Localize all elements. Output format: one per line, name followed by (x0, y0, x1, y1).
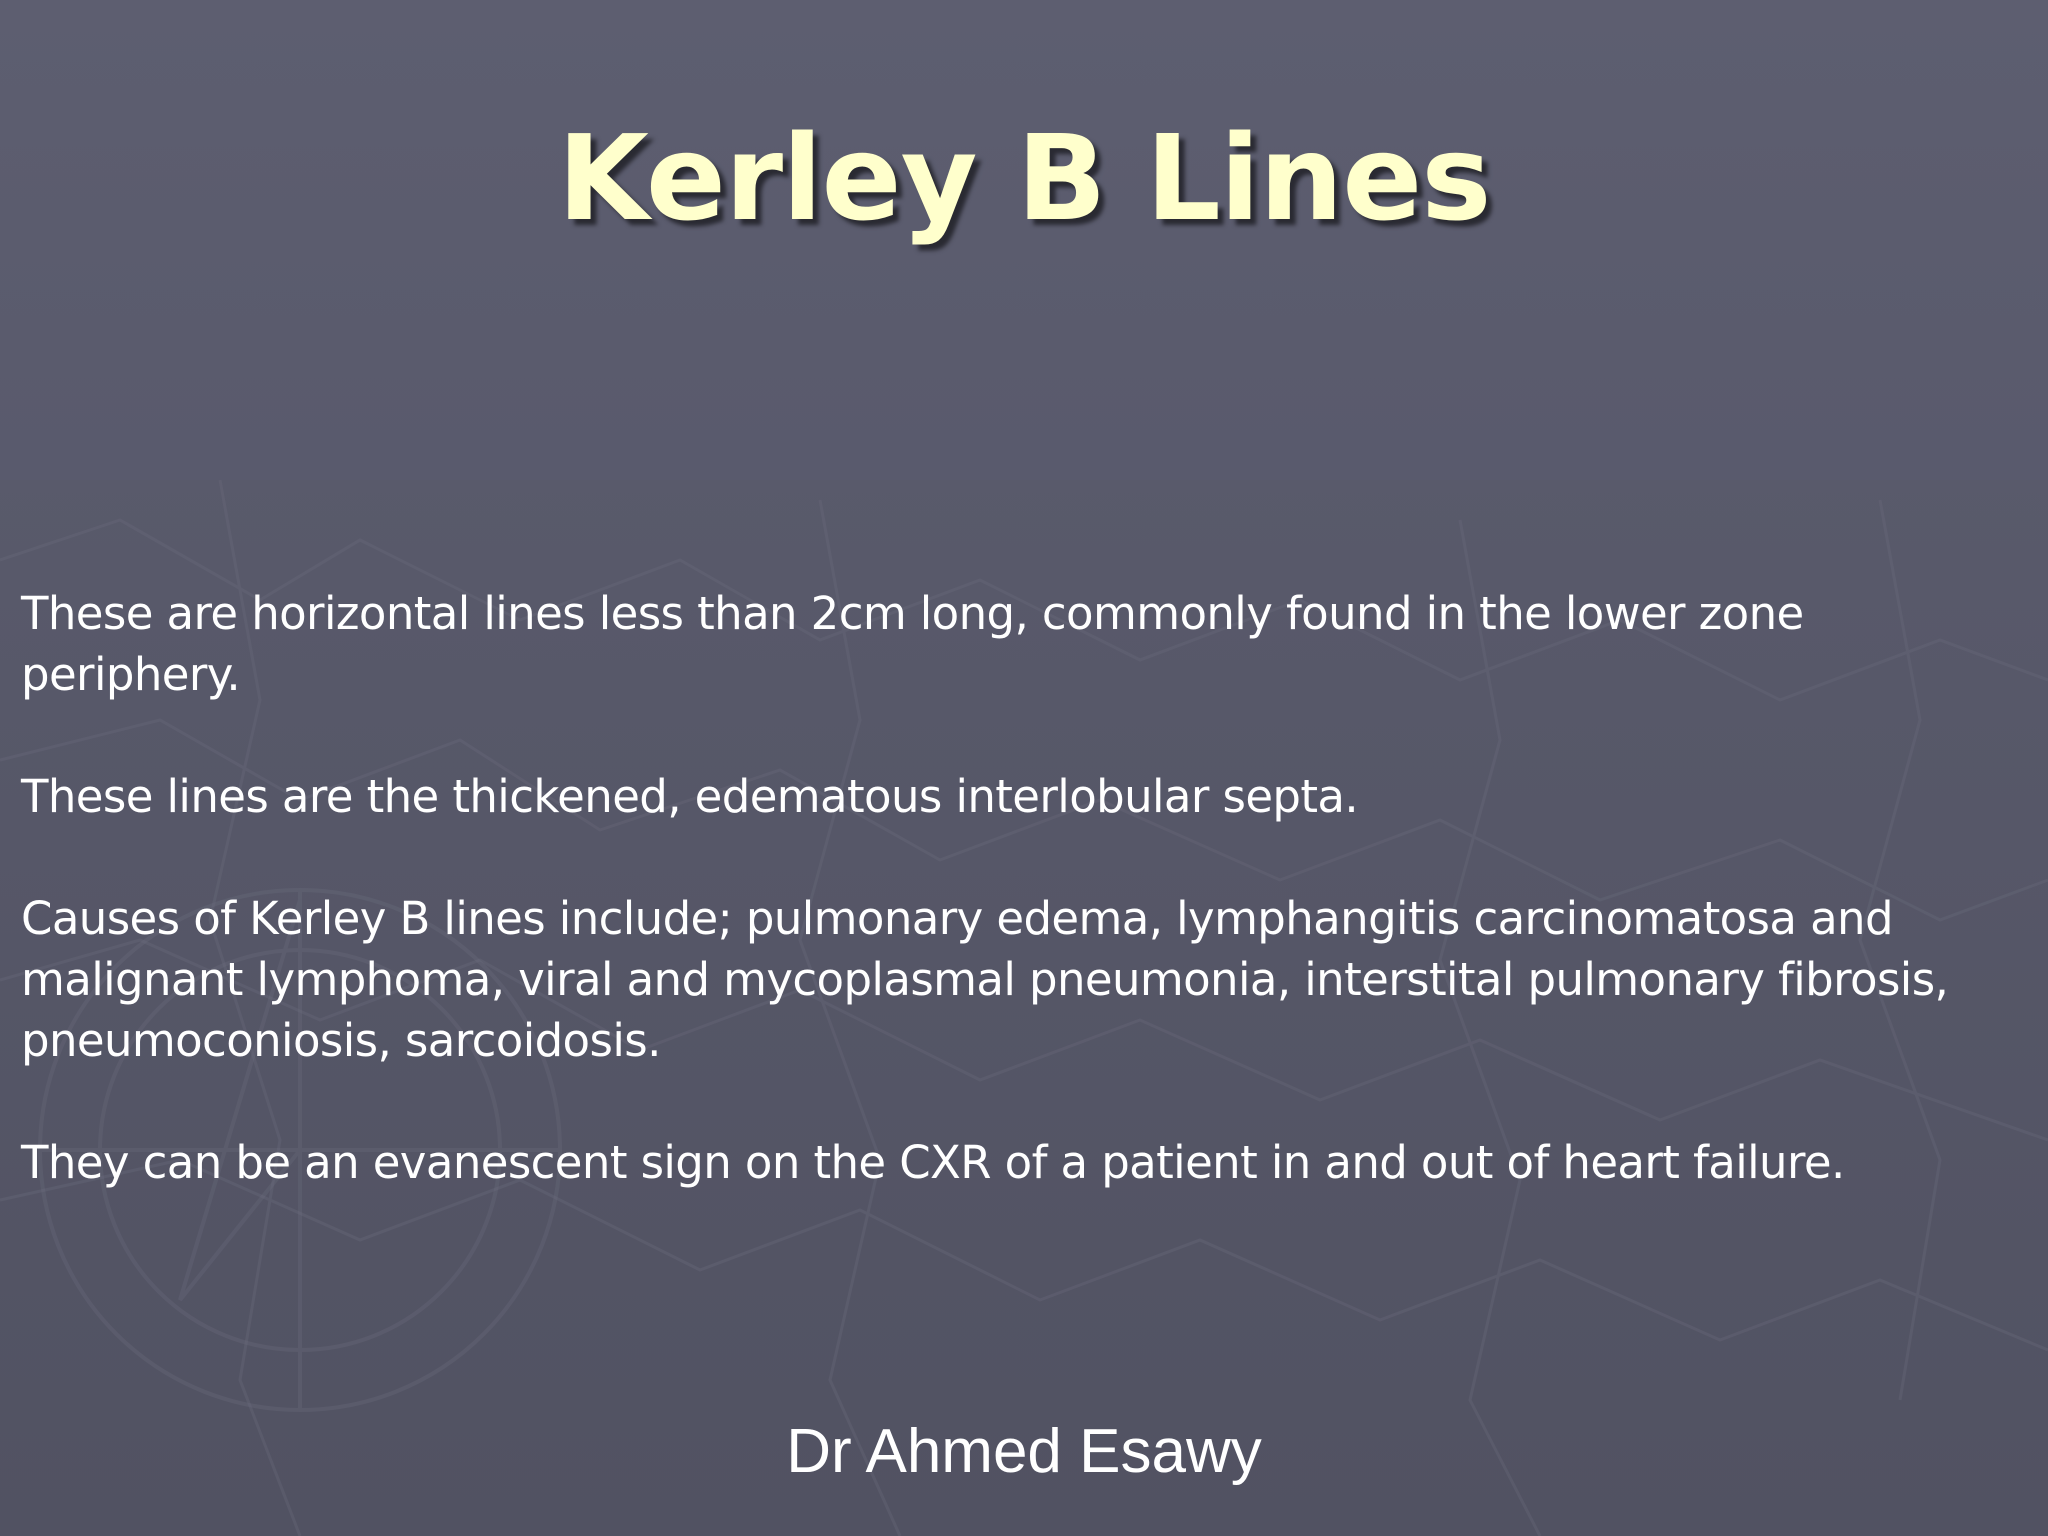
paragraph-causes: Causes of Kerley B lines include; pulmonary edema, lymphangitis carcinomatosa and malignant lymphoma, viral and mycoplasmal pneumonia, interstital pulmonary fibrosis, pneumoconiosis, sarcoidosis. (21, 892, 1949, 1067)
author-footer: Dr Ahmed Esawy (786, 1417, 1262, 1486)
slide-title: Kerley B Lines (557, 109, 1491, 247)
paragraph-clinical-sign: They can be an evanescent sign on the CXR of a patient in and out of heart failure. (21, 1136, 1845, 1189)
slide-body (21, 583, 2021, 1193)
paragraph-definition: These are horizontal lines less than 2cm long, commonly found in the lower zone periphery. (21, 587, 1804, 701)
paragraph-pathology: These lines are the thickened, edematous interlobular septa. (21, 770, 1359, 823)
